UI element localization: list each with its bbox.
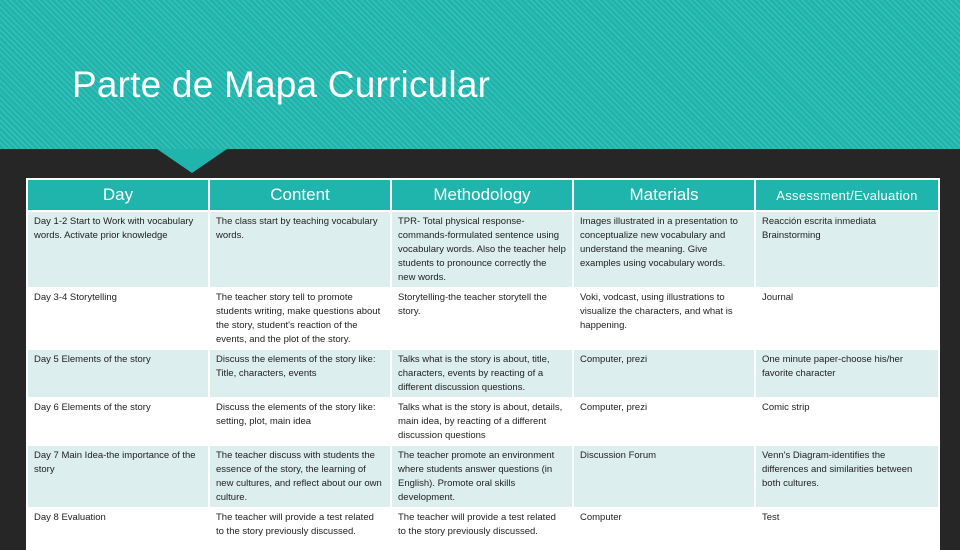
cell-content: The teacher story tell to promote students writing, make questions about the story, student's reaction of the events, and the plot of the story. (209, 288, 391, 350)
cell-methodology: The teacher will provide a test related to the story previously discussed. (391, 508, 573, 550)
cell-day: Day 6 Elements of the story (27, 398, 209, 446)
cell-methodology: Talks what is the story is about, details, main idea, by reacting of a different discussion questions (391, 398, 573, 446)
cell-content: Discuss the elements of the story like: Title, characters, events (209, 350, 391, 398)
cell-assessment: Journal (755, 288, 939, 350)
header-methodology: Methodology (391, 179, 573, 211)
cell-assessment: Comic strip (755, 398, 939, 446)
cell-day: Day 1-2 Start to Work with vocabulary words. Activate prior knowledge (27, 211, 209, 288)
cell-assessment: Test (755, 508, 939, 550)
cell-assessment: Reacción escrita inmediata Brainstorming (755, 211, 939, 288)
table-header-row (27, 179, 939, 211)
table-row (27, 211, 939, 288)
cell-day: Day 7 Main Idea-the importance of the story (27, 446, 209, 508)
table-row (27, 398, 939, 446)
cell-materials: Voki, vodcast, using illustrations to visualize the characters, and what is happening. (573, 288, 755, 350)
curriculum-table (26, 178, 940, 550)
cell-assessment: One minute paper-choose his/her favorite character (755, 350, 939, 398)
table-row (27, 508, 939, 550)
cell-content: The teacher discuss with students the essence of the story, the learning of new cultures, and reflect about our own culture. (209, 446, 391, 508)
cell-content: Discuss the elements of the story like: setting, plot, main idea (209, 398, 391, 446)
header-day: Day (27, 179, 209, 211)
cell-methodology: The teacher promote an environment where students answer questions (in English). Promote oral skills development. (391, 446, 573, 508)
banner-notch (157, 149, 227, 173)
header-materials: Materials (573, 179, 755, 211)
table-row (27, 350, 939, 398)
table-row (27, 446, 939, 508)
header-content: Content (209, 179, 391, 211)
cell-content: The class start by teaching vocabulary words. (209, 211, 391, 288)
cell-methodology: Talks what is the story is about, title, characters, events by reacting of a different discussion questions. (391, 350, 573, 398)
cell-materials: Computer, prezi (573, 398, 755, 446)
cell-materials: Discussion Forum (573, 446, 755, 508)
cell-assessment: Venn's Diagram-identifies the differences and similarities between both cultures. (755, 446, 939, 508)
table-row (27, 288, 939, 350)
slide-title: Parte de Mapa Curricular (72, 64, 491, 105)
cell-content: The teacher will provide a test related to the story previously discussed. (209, 508, 391, 550)
cell-day: Day 8 Evaluation (27, 508, 209, 550)
cell-materials: Computer, prezi (573, 350, 755, 398)
cell-methodology: Storytelling-the teacher storytell the story. (391, 288, 573, 350)
cell-materials: Images illustrated in a presentation to conceptualize new vocabulary and understand the meaning. Give examples using vocabulary words. (573, 211, 755, 288)
cell-day: Day 5 Elements of the story (27, 350, 209, 398)
cell-methodology: TPR- Total physical response-commands-formulated sentence using vocabulary words. Also the teacher help students to pronounce correctly the new words. (391, 211, 573, 288)
cell-materials: Computer (573, 508, 755, 550)
header-assessment: Assessment/Evaluation (755, 179, 939, 211)
cell-day: Day 3-4 Storytelling (27, 288, 209, 350)
